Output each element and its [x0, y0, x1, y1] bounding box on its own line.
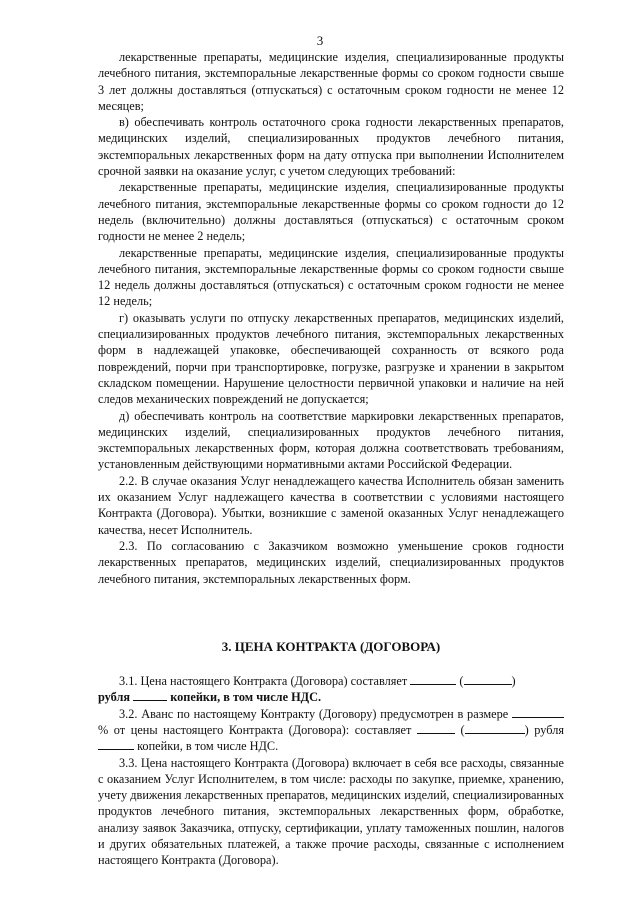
paragraph: 2.3. По согласованию с Заказчиком возможно уменьшение сроков годности лекарственных препаратов, медицинских изделий, специализированных продуктов лечебного питания, экстемпоральных лекарственных форм. — [98, 538, 564, 586]
paragraph: лекарственные препараты, медицинские изделия, специализированные продукты лечебного питания, экстемпоральные лекарственные формы со сроком годности свыше 3 лет должны доставляться (отпускаться) с остаточным сроком годности не менее 12 месяцев; — [98, 50, 564, 113]
clause-3-2-text-c: ) рубля — [524, 722, 565, 737]
advance-amount-blank — [417, 723, 455, 734]
clause-3-3: 3.3. Цена настоящего Контракта (Договора) включает в себя все расходы, связанные с оказанием Услуг Исполнителем, в том числе: расходы по закупке, приемке, хранению, учету движения лекарственных препаратов, медицинских изделий, специализированных продуктов лечебного питания, экстемпоральных лекарственных форм, обработке, анализу заявок Заказчика, отпуску, сертификации, уплату таможенных пошлин, налогов и других обязательных платежей, а также прочие расходы, связанные с исполнением настоящего Контракта (Договора). — [98, 755, 564, 868]
clause-3-1-text: 3.1. Цена настоящего Контракта (Договора) составляет — [119, 674, 408, 689]
paren-close: ) — [511, 674, 516, 689]
price-words-blank — [464, 674, 512, 685]
clause-3-1 — [98, 673, 564, 706]
paragraph: 2.2. В случае оказания Услуг ненадлежащего качества Исполнитель обязан заменить их оказанием Услуг надлежащего качества в соответствии с условиями настоящего Контракта (Договора). Убытки, возникшие с заменой оказанных Услуг ненадлежащего качества, несет Исполнитель. — [98, 473, 564, 537]
paragraph: д) обеспечивать контроль на соответствие маркировки лекарственных препаратов, медицинских изделий, специализированных продуктов лечебного питания, экстемпоральных лекарственных форм, которая должна соответствовать требованиям, установленным действующими нормативными актами Российской Федерации. — [98, 408, 564, 472]
advance-percent-blank — [512, 707, 564, 718]
advance-words-blank — [465, 723, 525, 734]
paragraph: г) оказывать услуги по отпуску лекарственных препаратов, медицинских изделий, специализированных продуктов лечебного питания, экстемпоральных лекарственных форм в надлежащей упаковке, обеспечивающей сохранность от всякого рода повреждений, порчи при транспортировке, погрузке, разгрузке и хранении в закрытом складском помещении. Нарушение целостности первичной упаковки и наличие на ней следов механических повреждений не допускается; — [98, 310, 564, 407]
spacer — [98, 587, 564, 610]
paragraph: в) обеспечивать контроль остаточного срока годности лекарственных препаратов, медицинских изделий, специализированных продуктов лечебного питания, экстемпоральных лекарственных форм на дату отпуска при выполнении Исполнителем срочной заявки на оказание услуг, с учетом следующих требований: — [98, 115, 564, 179]
paren-open: ( — [460, 722, 465, 737]
page-number: 3 — [316, 33, 324, 48]
clause-3-2-text-a: 3.2. Аванс по настоящему Контракту (Договору) предусмотрен в размере — [119, 706, 509, 721]
paren-open: ( — [459, 674, 464, 689]
paragraph: лекарственные препараты, медицинские изделия, специализированные продукты лечебного питания, экстемпоральные лекарственные формы со сроком годности до 12 недель (включительно) должны доставляться (отпускаться) с остаточным сроком годности не менее 2 недель; — [98, 180, 564, 244]
document-body — [98, 49, 564, 869]
clause-3-2-text-d: копейки, в том числе НДС. — [137, 739, 279, 754]
kopecks-blank — [133, 690, 167, 701]
clause-3-2 — [98, 706, 564, 755]
advance-kopecks-blank — [98, 739, 134, 750]
clause-3-2-text-b: % от цены настоящего Контракта (Договора): составляет — [98, 722, 412, 737]
paragraph: лекарственные препараты, медицинские изделия, специализированные продукты лечебного питания, экстемпоральные лекарственные формы со сроком годности свыше 12 недель должны доставляться (отпускаться) с остаточным сроком годности не менее 12 недель; — [98, 245, 564, 309]
section-title: 3. ЦЕНА КОНТРАКТА (ДОГОВОРА) — [221, 638, 441, 654]
rubles-label: рубля — [98, 690, 131, 705]
price-blank — [410, 674, 456, 685]
kopecks-vat-label: копейки, в том числе НДС. — [170, 690, 322, 705]
